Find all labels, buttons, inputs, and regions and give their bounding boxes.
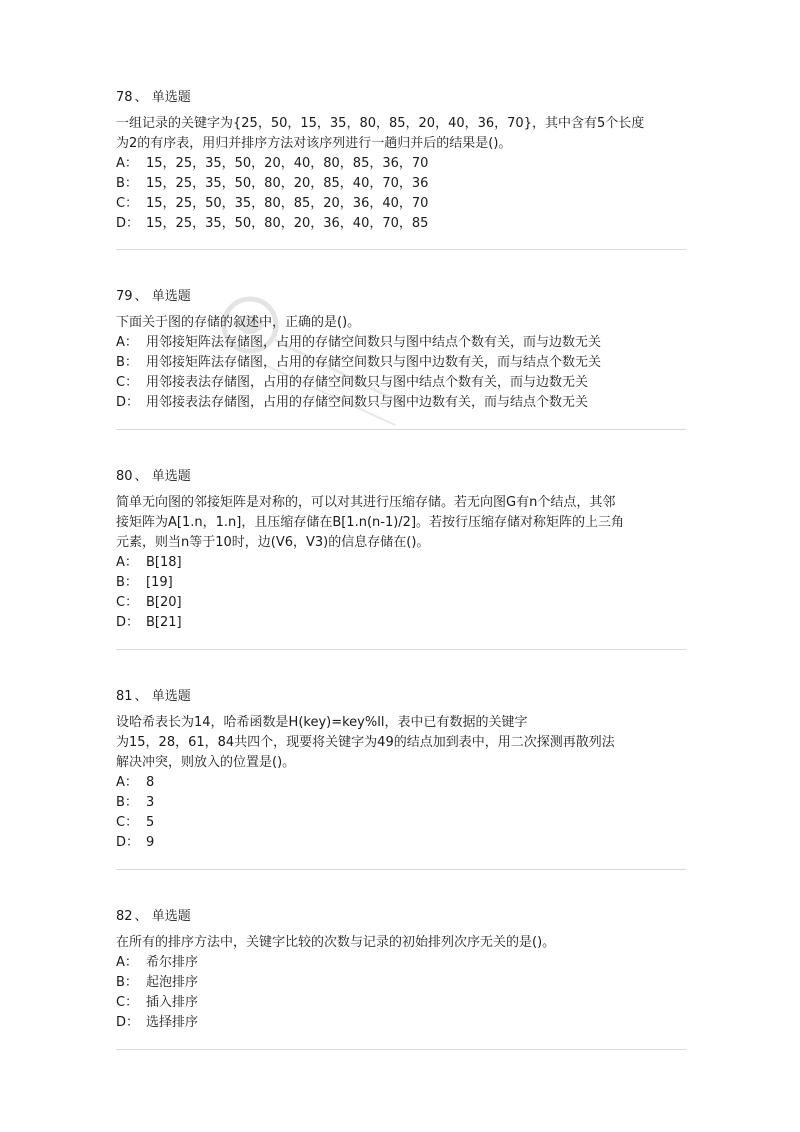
option-text: 15，25，35，50，20，40，80，85，36，70 bbox=[146, 156, 429, 171]
option-b[interactable] bbox=[116, 973, 686, 993]
question-stem bbox=[116, 313, 686, 333]
option-letter: D： bbox=[116, 395, 140, 410]
section-divider bbox=[116, 649, 686, 650]
stem-line: 设哈希表长为14，哈希函数是H(key)=key%ll，表中已有数据的关键字 bbox=[116, 715, 528, 730]
option-letter: B： bbox=[116, 795, 138, 810]
option-letter: A： bbox=[116, 156, 138, 171]
question-type: 单选题 bbox=[151, 689, 191, 704]
stem-line: 一组记录的关键字为{25，50，15，35，80，85，20，40，36，70}，其中含有5个长度 bbox=[116, 116, 645, 131]
question-header bbox=[116, 88, 686, 108]
section-divider bbox=[116, 1049, 686, 1050]
question-header bbox=[116, 687, 686, 707]
question-number: 81 bbox=[116, 689, 133, 704]
option-text: 3 bbox=[146, 795, 155, 810]
question-stem bbox=[116, 713, 686, 773]
option-list bbox=[116, 953, 686, 1033]
option-letter: A： bbox=[116, 955, 138, 970]
question-stem bbox=[116, 933, 686, 953]
option-text: 用邻接表法存储图，占用的存储空间数只与图中结点个数有关，而与边数无关 bbox=[146, 375, 589, 390]
option-text: 15，25，35，50，80，20，36，40，70，85 bbox=[146, 216, 429, 231]
question-number: 79 bbox=[116, 289, 133, 304]
option-letter: A： bbox=[116, 335, 138, 350]
option-c[interactable] bbox=[116, 373, 686, 393]
option-a[interactable] bbox=[116, 553, 686, 573]
option-c[interactable] bbox=[116, 593, 686, 613]
option-letter: B： bbox=[116, 355, 138, 370]
option-text: [19] bbox=[146, 575, 173, 590]
question-separator: 、 bbox=[134, 289, 148, 304]
section-divider bbox=[116, 429, 686, 430]
option-text: 插入排序 bbox=[146, 995, 199, 1010]
stem-line: 下面关于图的存储的叙述中，正确的是()。 bbox=[116, 315, 361, 330]
stem-line: 元素，则当n等于10时，边(V6，V3)的信息存储在()。 bbox=[116, 535, 430, 550]
question-header bbox=[116, 907, 686, 927]
option-text: 用邻接矩阵法存储图，占用的存储空间数只与图中边数有关，而与结点个数无关 bbox=[146, 355, 602, 370]
option-text: 用邻接矩阵法存储图，占用的存储空间数只与图中结点个数有关，而与边数无关 bbox=[146, 335, 602, 350]
question-79 bbox=[116, 287, 686, 413]
question-82 bbox=[116, 907, 686, 1033]
option-b[interactable] bbox=[116, 353, 686, 373]
stem-line: 解决冲突，则放入的位置是()。 bbox=[116, 755, 296, 770]
question-header bbox=[116, 287, 686, 307]
option-text: 5 bbox=[146, 815, 155, 830]
stem-line: 为2的有序表，用归并排序方法对该序列进行一趟归并后的结果是()。 bbox=[116, 136, 512, 151]
option-text: 15，25，35，50，80，20，85，40，70，36 bbox=[146, 176, 429, 191]
option-letter: B： bbox=[116, 975, 138, 990]
option-letter: C： bbox=[116, 815, 139, 830]
question-separator: 、 bbox=[134, 689, 148, 704]
option-text: 起泡排序 bbox=[146, 975, 199, 990]
option-letter: A： bbox=[116, 555, 138, 570]
question-number: 82 bbox=[116, 909, 133, 924]
option-list bbox=[116, 333, 686, 413]
option-letter: C： bbox=[116, 196, 139, 211]
option-a[interactable] bbox=[116, 773, 686, 793]
question-separator: 、 bbox=[134, 469, 148, 484]
option-letter: A： bbox=[116, 775, 138, 790]
option-b[interactable] bbox=[116, 174, 686, 194]
option-d[interactable] bbox=[116, 214, 686, 234]
question-type: 单选题 bbox=[151, 909, 191, 924]
option-text: 选择排序 bbox=[146, 1015, 199, 1030]
option-text: 15，25，50，35，80，85，20，36，40，70 bbox=[146, 196, 429, 211]
option-text: 希尔排序 bbox=[146, 955, 199, 970]
option-list bbox=[116, 553, 686, 633]
question-number: 78 bbox=[116, 90, 133, 105]
question-81 bbox=[116, 687, 686, 853]
option-a[interactable] bbox=[116, 154, 686, 174]
option-a[interactable] bbox=[116, 333, 686, 353]
option-text: 8 bbox=[146, 775, 155, 790]
option-letter: B： bbox=[116, 176, 138, 191]
option-letter: C： bbox=[116, 595, 139, 610]
question-80 bbox=[116, 467, 686, 633]
option-d[interactable] bbox=[116, 833, 686, 853]
question-type: 单选题 bbox=[151, 469, 191, 484]
section-divider bbox=[116, 249, 686, 250]
stem-line: 接矩阵为A[1.n，1.n]，且压缩存储在B[1.n(n-1)/2]。若按行压缩存储对称矩阵的上三角 bbox=[116, 515, 625, 530]
option-d[interactable] bbox=[116, 1013, 686, 1033]
option-c[interactable] bbox=[116, 993, 686, 1013]
question-stem bbox=[116, 493, 686, 553]
option-list bbox=[116, 773, 686, 853]
option-letter: D： bbox=[116, 216, 140, 231]
option-letter: D： bbox=[116, 835, 140, 850]
option-text: 用邻接表法存储图，占用的存储空间数只与图中边数有关，而与结点个数无关 bbox=[146, 395, 589, 410]
option-text: B[18] bbox=[146, 555, 182, 570]
option-c[interactable] bbox=[116, 194, 686, 214]
question-number: 80 bbox=[116, 469, 133, 484]
question-78 bbox=[116, 88, 686, 234]
stem-line: 为15，28，61，84共四个，现要将关键字为49的结点加到表中，用二次探测再散列法 bbox=[116, 735, 615, 750]
option-text: B[21] bbox=[146, 615, 182, 630]
question-type: 单选题 bbox=[151, 90, 191, 105]
option-text: 9 bbox=[146, 835, 155, 850]
stem-line: 简单无向图的邻接矩阵是对称的，可以对其进行压缩存储。若无向图G有n个结点，其邻 bbox=[116, 495, 616, 510]
option-letter: D： bbox=[116, 615, 140, 630]
option-letter: D： bbox=[116, 1015, 140, 1030]
option-d[interactable] bbox=[116, 393, 686, 413]
option-letter: C： bbox=[116, 995, 139, 1010]
option-c[interactable] bbox=[116, 813, 686, 833]
option-a[interactable] bbox=[116, 953, 686, 973]
option-letter: B： bbox=[116, 575, 138, 590]
question-stem bbox=[116, 114, 686, 154]
question-header bbox=[116, 467, 686, 487]
option-b[interactable] bbox=[116, 793, 686, 813]
option-list bbox=[116, 154, 686, 234]
stem-line: 在所有的排序方法中，关键字比较的次数与记录的初始排列次序无关的是()。 bbox=[116, 935, 556, 950]
question-type: 单选题 bbox=[151, 289, 191, 304]
question-separator: 、 bbox=[134, 90, 148, 105]
option-text: B[20] bbox=[146, 595, 182, 610]
option-b[interactable] bbox=[116, 573, 686, 593]
option-d[interactable] bbox=[116, 613, 686, 633]
section-divider bbox=[116, 869, 686, 870]
option-letter: C： bbox=[116, 375, 139, 390]
question-separator: 、 bbox=[134, 909, 148, 924]
